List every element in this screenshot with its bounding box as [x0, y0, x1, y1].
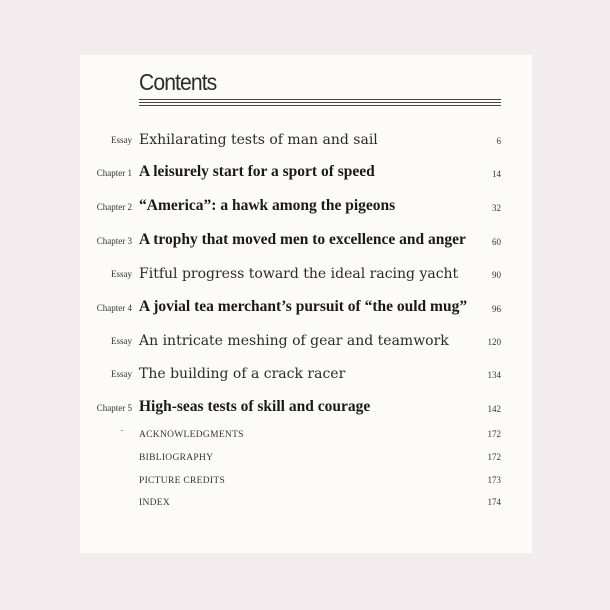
- entry-page-number: 120: [487, 337, 501, 347]
- entry-kind: Chapter 1: [96, 168, 132, 178]
- page-title: Contents: [139, 69, 217, 95]
- entry-kind: Essay: [111, 135, 132, 145]
- toc-entry[interactable]: [80, 394, 532, 416]
- entry-page-number: 60: [492, 237, 501, 247]
- back-matter-entry[interactable]: [80, 470, 532, 486]
- entry-title: Exhilarating tests of man and sail: [139, 132, 378, 148]
- entry-page-number: 142: [487, 404, 501, 414]
- entry-page-number: 14: [492, 169, 501, 179]
- back-matter-page-number: 172: [487, 452, 501, 462]
- entry-title: The building of a crack racer: [139, 366, 346, 382]
- entry-title: An intricate meshing of gear and teamwork: [139, 333, 449, 349]
- back-matter-title: BIBLIOGRAPHY: [139, 453, 214, 463]
- tick-mark: [121, 430, 123, 431]
- entry-title: A jovial tea merchant’s pursuit of “the ould mug”: [139, 298, 468, 315]
- title-rule: [139, 105, 501, 106]
- entry-kind: Chapter 5: [96, 403, 132, 413]
- entry-page-number: 32: [492, 203, 501, 213]
- back-matter-entry[interactable]: [80, 424, 532, 440]
- back-matter-entry[interactable]: [80, 492, 532, 508]
- toc-entry[interactable]: [80, 159, 532, 181]
- back-matter-title: ACKNOWLEDGMENTS: [139, 430, 244, 440]
- back-matter-title: PICTURE CREDITS: [139, 476, 226, 486]
- entry-kind: Chapter 2: [96, 202, 132, 212]
- entry-kind: Essay: [111, 336, 132, 346]
- back-matter-page-number: 174: [487, 497, 501, 507]
- toc-entry[interactable]: [80, 227, 532, 249]
- entry-page-number: 90: [492, 270, 501, 280]
- entry-title: “America”: a hawk among the pigeons: [139, 197, 396, 214]
- entry-page-number: 96: [492, 304, 501, 314]
- entry-kind: Essay: [111, 269, 132, 279]
- entry-title: Fitful progress toward the ideal racing yacht: [139, 266, 459, 282]
- toc-entry[interactable]: [80, 193, 532, 215]
- toc-entry[interactable]: [80, 260, 532, 282]
- back-matter-page-number: 172: [487, 429, 501, 439]
- title-rule: [139, 99, 501, 100]
- entry-kind: Chapter 4: [96, 303, 132, 313]
- entry-page-number: 6: [496, 136, 501, 146]
- entry-title: A trophy that moved men to excellence and anger: [139, 231, 466, 248]
- entry-page-number: 134: [487, 370, 501, 380]
- toc-entry[interactable]: [80, 360, 532, 382]
- back-matter-title: INDEX: [139, 498, 171, 508]
- toc-entry[interactable]: [80, 126, 532, 148]
- back-matter-page-number: 173: [487, 475, 501, 485]
- contents-page: [80, 55, 532, 553]
- toc-entry[interactable]: [80, 327, 532, 349]
- entry-title: High-seas tests of skill and courage: [139, 398, 371, 415]
- back-matter-entry[interactable]: [80, 447, 532, 463]
- toc-entry[interactable]: [80, 294, 532, 316]
- entry-kind: Chapter 3: [96, 236, 132, 246]
- entry-kind: Essay: [111, 369, 132, 379]
- title-rule: [139, 102, 501, 103]
- entry-title: A leisurely start for a sport of speed: [139, 163, 375, 180]
